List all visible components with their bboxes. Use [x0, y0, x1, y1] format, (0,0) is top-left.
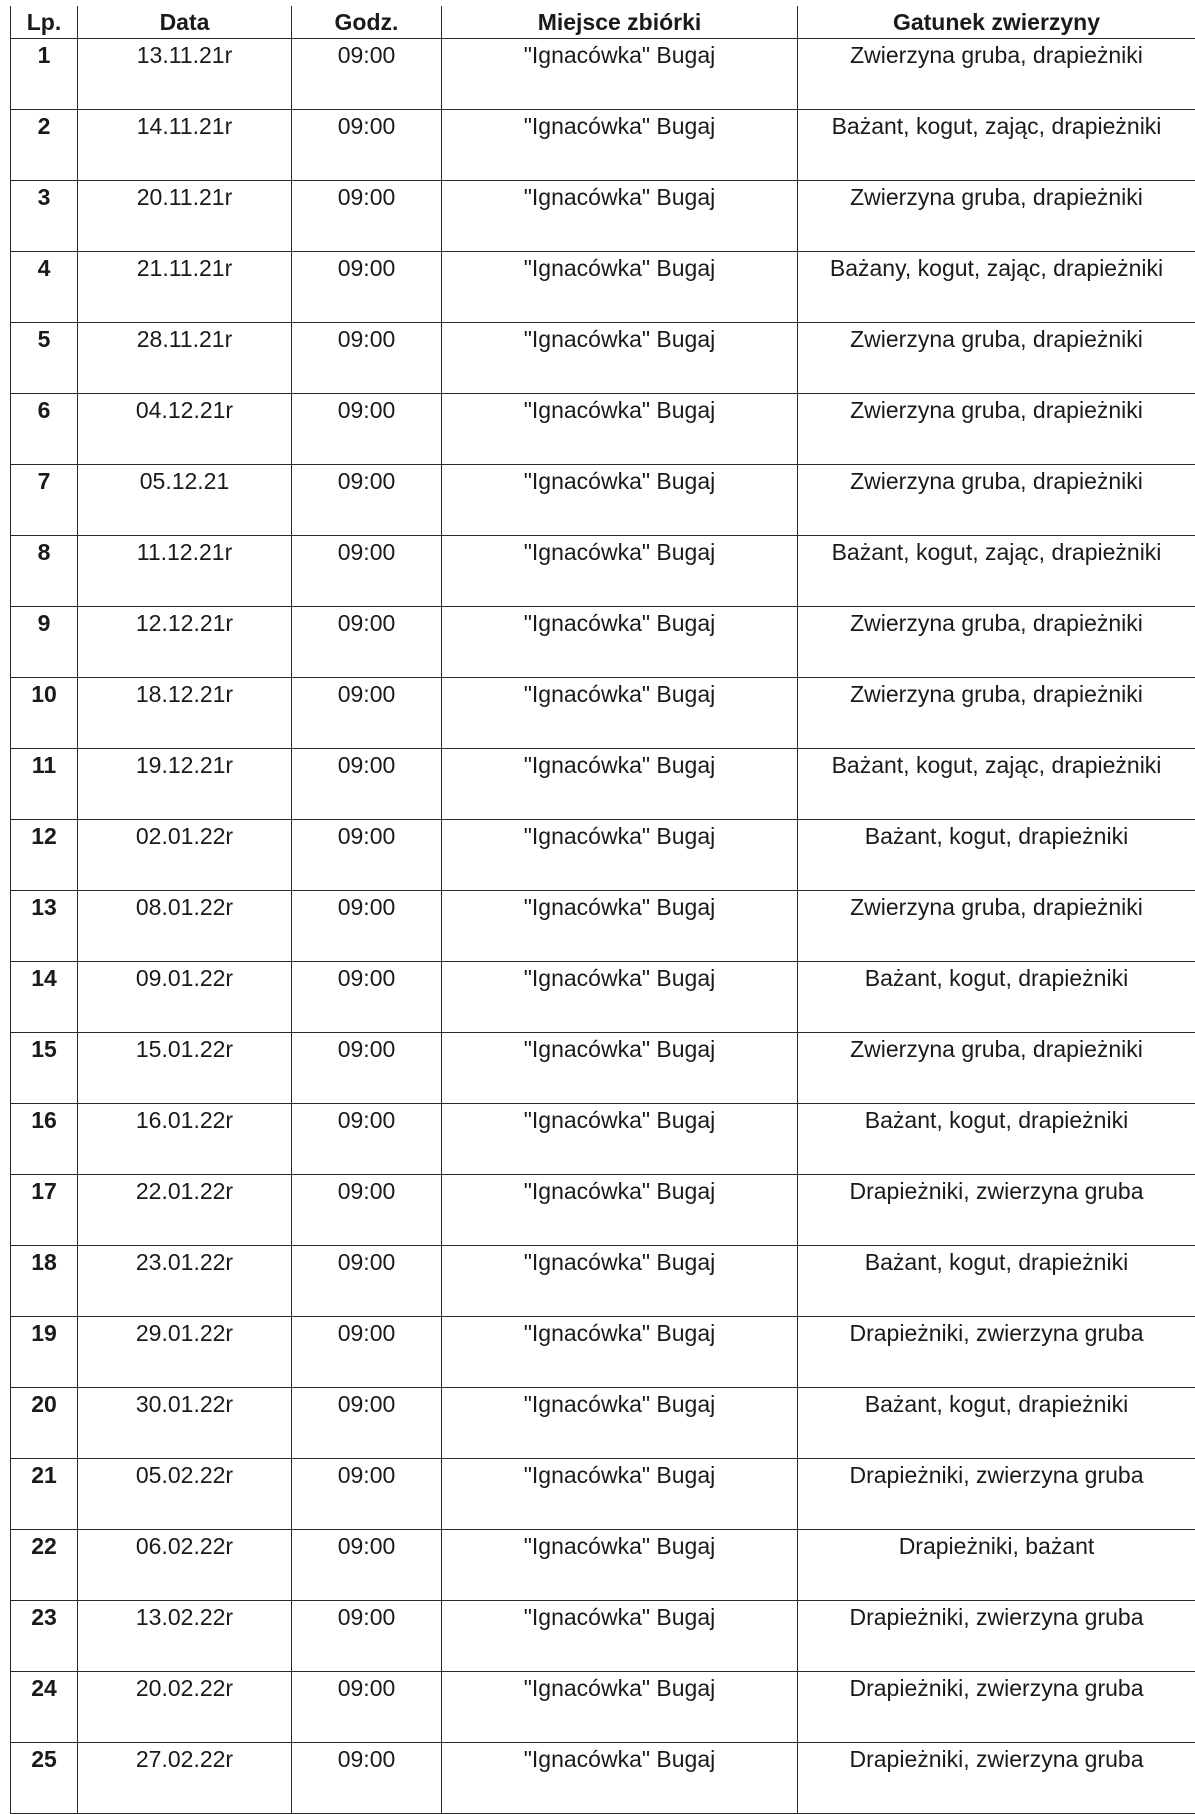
- cell-game: Drapieżniki, zwierzyna gruba: [798, 1175, 1195, 1246]
- cell-place: "Ignacówka" Bugaj: [442, 181, 798, 252]
- cell-lp: 11: [11, 749, 78, 820]
- cell-game: Drapieżniki, zwierzyna gruba: [798, 1459, 1195, 1530]
- cell-date: 29.01.22r: [78, 1317, 292, 1388]
- cell-lp: 5: [11, 323, 78, 394]
- cell-time: 09:00: [292, 1601, 442, 1672]
- cell-time: 09:00: [292, 962, 442, 1033]
- table-row: [11, 465, 1195, 536]
- cell-date: 02.01.22r: [78, 820, 292, 891]
- table-row: [11, 1601, 1195, 1672]
- cell-game: Drapieżniki, bażant: [798, 1530, 1195, 1601]
- cell-time: 09:00: [292, 181, 442, 252]
- cell-place: "Ignacówka" Bugaj: [442, 536, 798, 607]
- cell-lp: 16: [11, 1104, 78, 1175]
- cell-time: 09:00: [292, 1530, 442, 1601]
- table-header: [11, 6, 1195, 39]
- table-row: [11, 252, 1195, 323]
- cell-time: 09:00: [292, 394, 442, 465]
- table-row: [11, 1246, 1195, 1317]
- cell-date: 14.11.21r: [78, 110, 292, 181]
- cell-game: Zwierzyna gruba, drapieżniki: [798, 323, 1195, 394]
- table-row: [11, 1743, 1195, 1814]
- cell-place: "Ignacówka" Bugaj: [442, 1317, 798, 1388]
- table-row: [11, 1104, 1195, 1175]
- cell-place: "Ignacówka" Bugaj: [442, 323, 798, 394]
- table-row: [11, 1317, 1195, 1388]
- cell-time: 09:00: [292, 1104, 442, 1175]
- hunt-schedule-table: [10, 6, 1195, 1814]
- cell-place: "Ignacówka" Bugaj: [442, 110, 798, 181]
- cell-game: Zwierzyna gruba, drapieżniki: [798, 607, 1195, 678]
- cell-date: 13.11.21r: [78, 39, 292, 110]
- table-row: [11, 891, 1195, 962]
- cell-place: "Ignacówka" Bugaj: [442, 820, 798, 891]
- cell-time: 09:00: [292, 465, 442, 536]
- table-row: [11, 678, 1195, 749]
- cell-game: Zwierzyna gruba, drapieżniki: [798, 891, 1195, 962]
- table-row: [11, 820, 1195, 891]
- cell-time: 09:00: [292, 110, 442, 181]
- cell-game: Bażant, kogut, drapieżniki: [798, 962, 1195, 1033]
- cell-game: Drapieżniki, zwierzyna gruba: [798, 1672, 1195, 1743]
- cell-place: "Ignacówka" Bugaj: [442, 394, 798, 465]
- table-row: [11, 607, 1195, 678]
- cell-game: Bażany, kogut, zając, drapieżniki: [798, 252, 1195, 323]
- table-row: [11, 394, 1195, 465]
- cell-lp: 8: [11, 536, 78, 607]
- cell-time: 09:00: [292, 1175, 442, 1246]
- cell-game: Zwierzyna gruba, drapieżniki: [798, 181, 1195, 252]
- cell-place: "Ignacówka" Bugaj: [442, 1388, 798, 1459]
- cell-date: 23.01.22r: [78, 1246, 292, 1317]
- cell-date: 18.12.21r: [78, 678, 292, 749]
- table-row: [11, 1388, 1195, 1459]
- cell-lp: 4: [11, 252, 78, 323]
- cell-lp: 22: [11, 1530, 78, 1601]
- cell-game: Bażant, kogut, drapieżniki: [798, 1388, 1195, 1459]
- cell-place: "Ignacówka" Bugaj: [442, 1175, 798, 1246]
- cell-time: 09:00: [292, 607, 442, 678]
- cell-game: Bażant, kogut, drapieżniki: [798, 1104, 1195, 1175]
- cell-date: 09.01.22r: [78, 962, 292, 1033]
- cell-time: 09:00: [292, 1743, 442, 1814]
- cell-game: Zwierzyna gruba, drapieżniki: [798, 1033, 1195, 1104]
- cell-game: Drapieżniki, zwierzyna gruba: [798, 1743, 1195, 1814]
- cell-lp: 18: [11, 1246, 78, 1317]
- cell-lp: 20: [11, 1388, 78, 1459]
- cell-lp: 21: [11, 1459, 78, 1530]
- table-row: [11, 181, 1195, 252]
- cell-place: "Ignacówka" Bugaj: [442, 39, 798, 110]
- cell-date: 15.01.22r: [78, 1033, 292, 1104]
- cell-place: "Ignacówka" Bugaj: [442, 678, 798, 749]
- table-body: [11, 39, 1195, 1814]
- cell-date: 04.12.21r: [78, 394, 292, 465]
- cell-lp: 19: [11, 1317, 78, 1388]
- cell-place: "Ignacówka" Bugaj: [442, 1530, 798, 1601]
- cell-time: 09:00: [292, 1033, 442, 1104]
- cell-time: 09:00: [292, 323, 442, 394]
- table-row: [11, 39, 1195, 110]
- cell-place: "Ignacówka" Bugaj: [442, 1246, 798, 1317]
- cell-date: 12.12.21r: [78, 607, 292, 678]
- cell-date: 30.01.22r: [78, 1388, 292, 1459]
- cell-date: 11.12.21r: [78, 536, 292, 607]
- cell-date: 27.02.22r: [78, 1743, 292, 1814]
- cell-game: Bażant, kogut, zając, drapieżniki: [798, 749, 1195, 820]
- header-game: Gatunek zwierzyny: [798, 6, 1195, 39]
- cell-lp: 6: [11, 394, 78, 465]
- cell-game: Bażant, kogut, drapieżniki: [798, 820, 1195, 891]
- cell-date: 05.02.22r: [78, 1459, 292, 1530]
- cell-place: "Ignacówka" Bugaj: [442, 891, 798, 962]
- cell-time: 09:00: [292, 1459, 442, 1530]
- cell-game: Drapieżniki, zwierzyna gruba: [798, 1317, 1195, 1388]
- cell-time: 09:00: [292, 678, 442, 749]
- cell-date: 13.02.22r: [78, 1601, 292, 1672]
- cell-date: 20.11.21r: [78, 181, 292, 252]
- cell-lp: 23: [11, 1601, 78, 1672]
- cell-time: 09:00: [292, 1317, 442, 1388]
- cell-time: 09:00: [292, 252, 442, 323]
- cell-lp: 25: [11, 1743, 78, 1814]
- cell-place: "Ignacówka" Bugaj: [442, 1743, 798, 1814]
- cell-time: 09:00: [292, 1672, 442, 1743]
- cell-date: 21.11.21r: [78, 252, 292, 323]
- table-row: [11, 1175, 1195, 1246]
- table-row: [11, 323, 1195, 394]
- cell-time: 09:00: [292, 39, 442, 110]
- cell-date: 22.01.22r: [78, 1175, 292, 1246]
- cell-game: Zwierzyna gruba, drapieżniki: [798, 394, 1195, 465]
- cell-place: "Ignacówka" Bugaj: [442, 749, 798, 820]
- cell-time: 09:00: [292, 749, 442, 820]
- cell-lp: 9: [11, 607, 78, 678]
- cell-place: "Ignacówka" Bugaj: [442, 1104, 798, 1175]
- cell-game: Zwierzyna gruba, drapieżniki: [798, 465, 1195, 536]
- cell-lp: 2: [11, 110, 78, 181]
- cell-time: 09:00: [292, 1388, 442, 1459]
- cell-time: 09:00: [292, 820, 442, 891]
- table-row: [11, 962, 1195, 1033]
- cell-lp: 15: [11, 1033, 78, 1104]
- header-lp: Lp.: [11, 6, 78, 39]
- cell-lp: 14: [11, 962, 78, 1033]
- cell-time: 09:00: [292, 891, 442, 962]
- table-row: [11, 749, 1195, 820]
- cell-date: 08.01.22r: [78, 891, 292, 962]
- cell-lp: 1: [11, 39, 78, 110]
- cell-lp: 24: [11, 1672, 78, 1743]
- cell-game: Zwierzyna gruba, drapieżniki: [798, 678, 1195, 749]
- cell-lp: 10: [11, 678, 78, 749]
- cell-game: Zwierzyna gruba, drapieżniki: [798, 39, 1195, 110]
- cell-place: "Ignacówka" Bugaj: [442, 1033, 798, 1104]
- cell-game: Bażant, kogut, zając, drapieżniki: [798, 110, 1195, 181]
- cell-date: 06.02.22r: [78, 1530, 292, 1601]
- cell-date: 16.01.22r: [78, 1104, 292, 1175]
- cell-game: Drapieżniki, zwierzyna gruba: [798, 1601, 1195, 1672]
- cell-place: "Ignacówka" Bugaj: [442, 1459, 798, 1530]
- table-row: [11, 1033, 1195, 1104]
- cell-lp: 3: [11, 181, 78, 252]
- table-row: [11, 1672, 1195, 1743]
- cell-place: "Ignacówka" Bugaj: [442, 962, 798, 1033]
- table-row: [11, 536, 1195, 607]
- cell-place: "Ignacówka" Bugaj: [442, 465, 798, 536]
- header-place: Miejsce zbiórki: [442, 6, 798, 39]
- header-time: Godz.: [292, 6, 442, 39]
- cell-lp: 13: [11, 891, 78, 962]
- cell-place: "Ignacówka" Bugaj: [442, 1601, 798, 1672]
- cell-place: "Ignacówka" Bugaj: [442, 607, 798, 678]
- cell-game: Bażant, kogut, drapieżniki: [798, 1246, 1195, 1317]
- cell-date: 05.12.21: [78, 465, 292, 536]
- table-row: [11, 110, 1195, 181]
- table-row: [11, 1530, 1195, 1601]
- cell-date: 28.11.21r: [78, 323, 292, 394]
- cell-date: 19.12.21r: [78, 749, 292, 820]
- cell-game: Bażant, kogut, zając, drapieżniki: [798, 536, 1195, 607]
- header-row: [11, 6, 1195, 39]
- cell-lp: 7: [11, 465, 78, 536]
- cell-lp: 17: [11, 1175, 78, 1246]
- cell-time: 09:00: [292, 536, 442, 607]
- cell-lp: 12: [11, 820, 78, 891]
- table-row: [11, 1459, 1195, 1530]
- cell-place: "Ignacówka" Bugaj: [442, 1672, 798, 1743]
- cell-date: 20.02.22r: [78, 1672, 292, 1743]
- header-date: Data: [78, 6, 292, 39]
- cell-time: 09:00: [292, 1246, 442, 1317]
- cell-place: "Ignacówka" Bugaj: [442, 252, 798, 323]
